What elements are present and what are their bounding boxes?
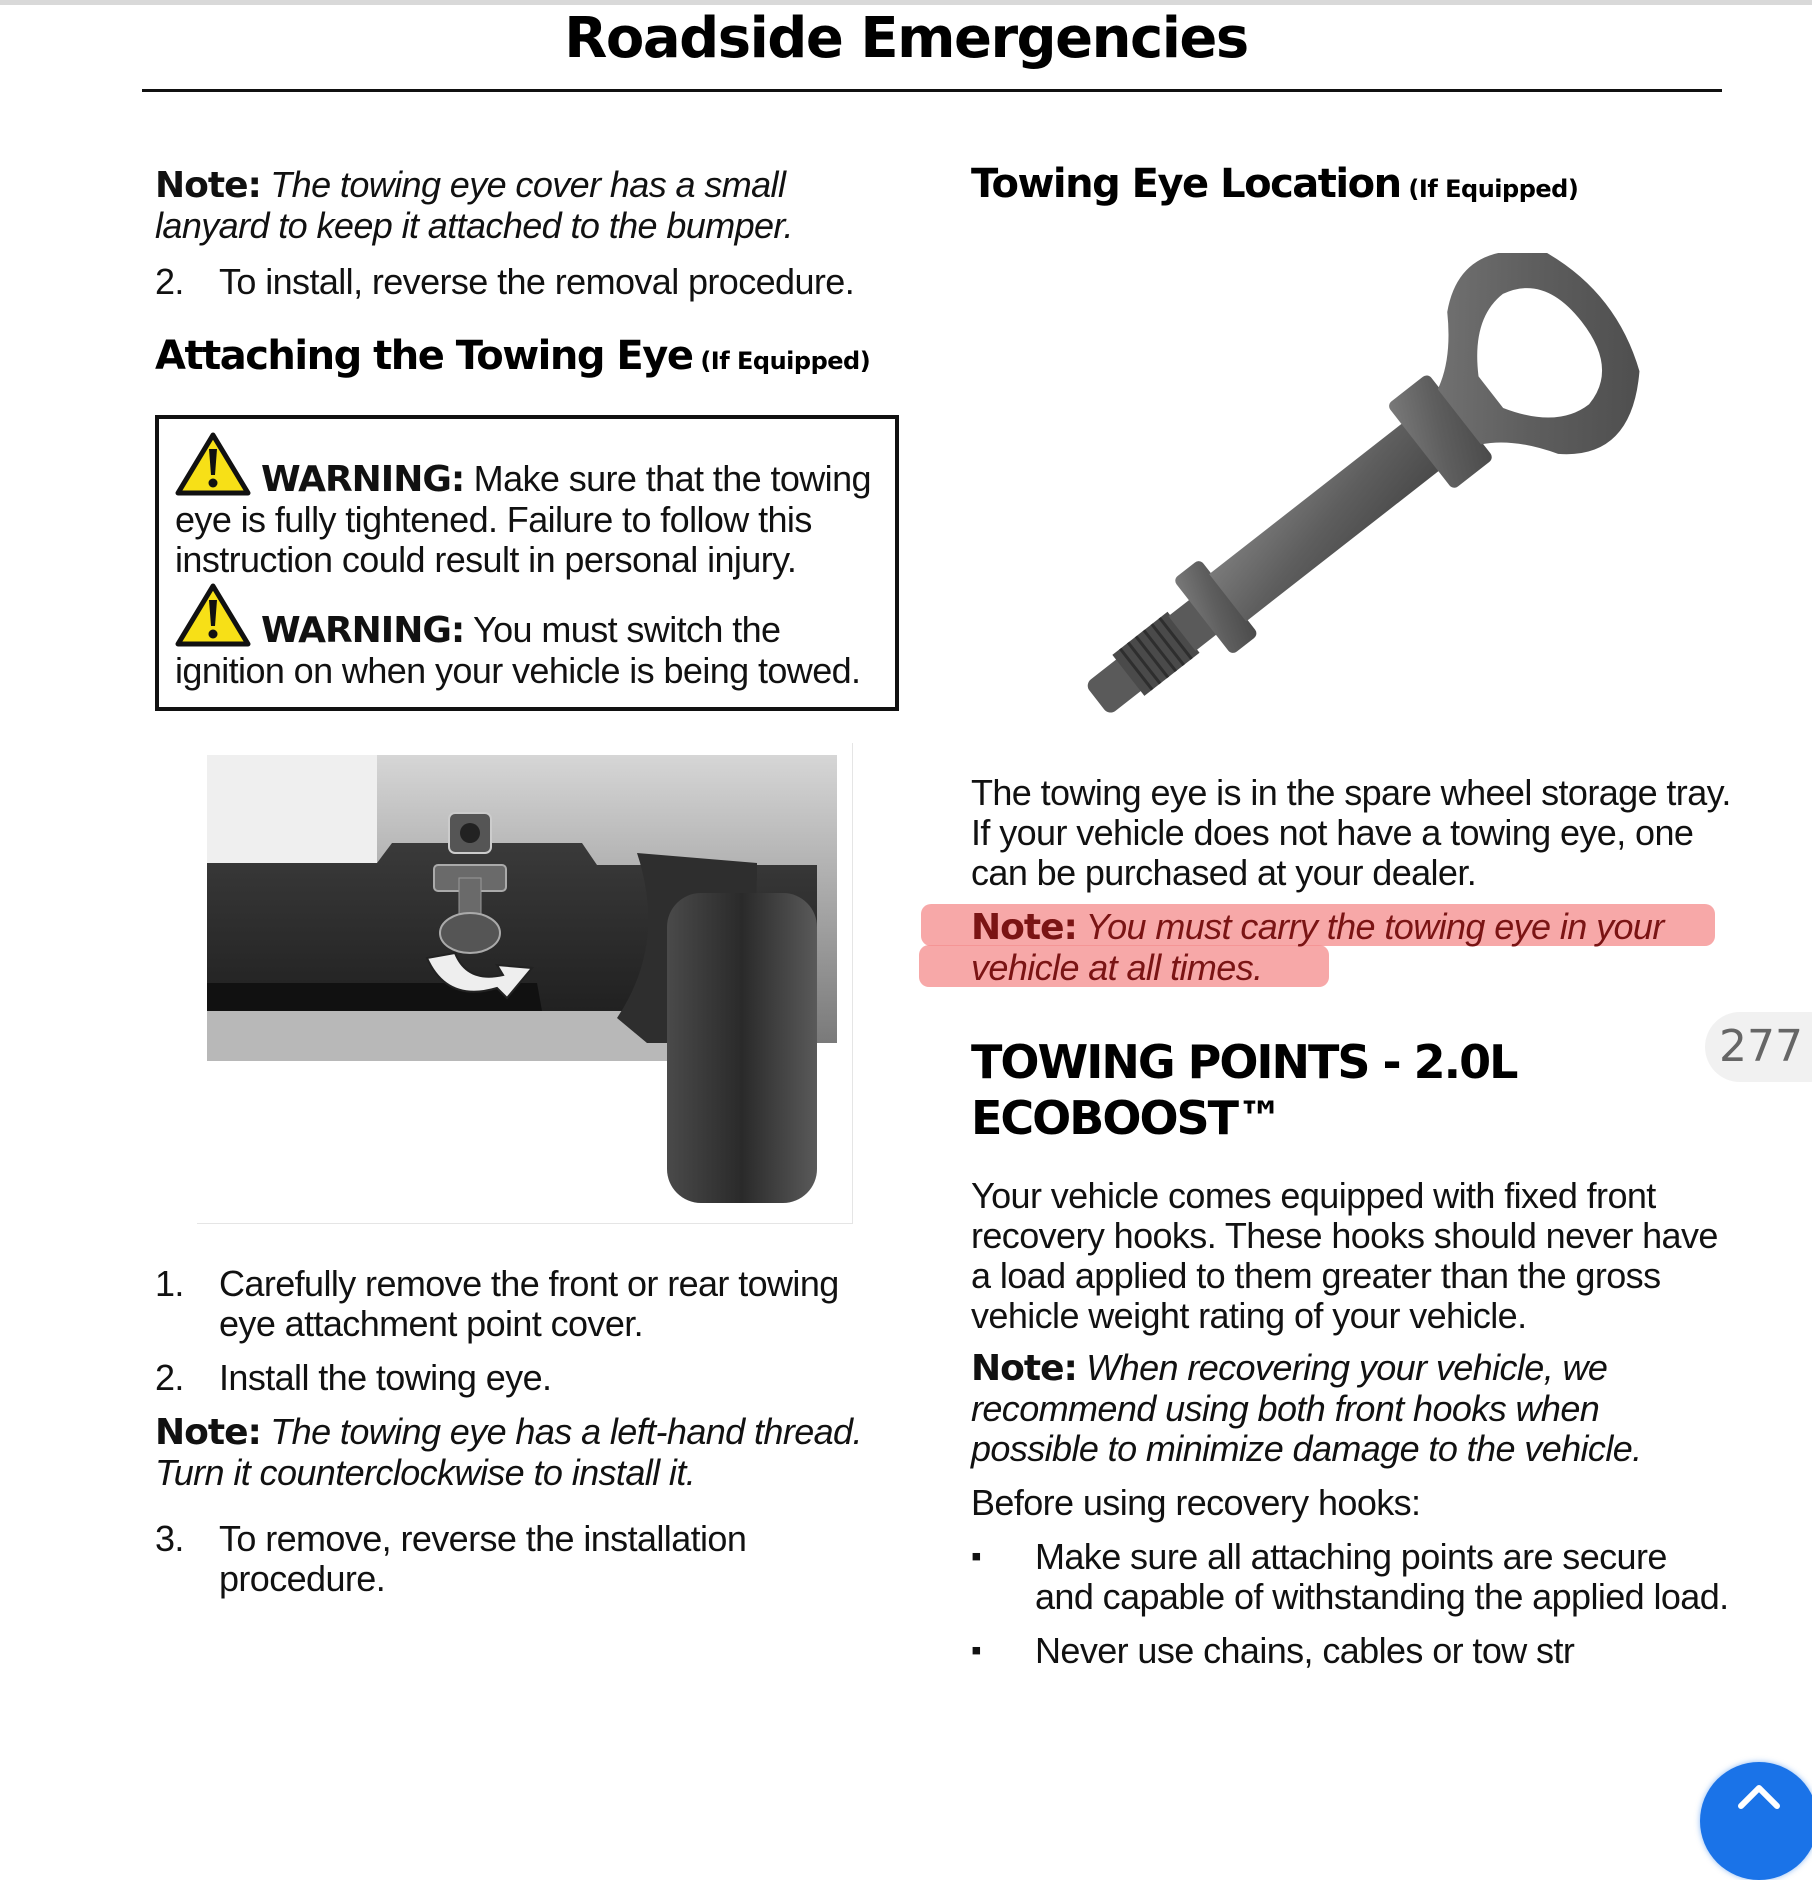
scroll-up-button[interactable]: [1700, 1762, 1812, 1880]
page-number-badge: 277: [1705, 1012, 1812, 1082]
section-heading-towing-points: TOWING POINTS - 2.0L ECOBOOST™: [971, 1035, 1517, 1145]
warning-triangle-icon: [175, 582, 251, 648]
step-number: 2.: [155, 1357, 184, 1398]
title-divider: [142, 89, 1722, 92]
towing-eye-illustration: [999, 253, 1699, 753]
note-both-hooks: [971, 1348, 1731, 1469]
highlighted-note: [971, 907, 1731, 988]
step-text: Carefully remove the front or rear towing eye attachment point cover.: [219, 1263, 839, 1344]
heading-attaching-towing-eye: [155, 332, 895, 385]
step-number: 3.: [155, 1518, 184, 1559]
step-install: [155, 262, 895, 302]
step-number: 1.: [155, 1263, 184, 1304]
note-text: The towing eye cover has a small lanyard to keep it attached to the bumper.: [155, 164, 793, 246]
page-title: Roadside Emergencies: [564, 6, 1248, 71]
bullet-text: Make sure all attaching points are secure and capable of withstanding the applied load.: [1035, 1536, 1729, 1617]
note-label: Note:: [155, 1412, 261, 1453]
step-text: To remove, reverse the installation procedure.: [219, 1518, 747, 1599]
bumper-towing-eye-illustration: [197, 743, 853, 1224]
towing-eye-location-text: The towing eye is in the spare wheel storage tray. If your vehicle does not have a towing eye, one can be purchased at your dealer.: [971, 772, 1731, 893]
heading-towing-eye-location: [971, 160, 1731, 213]
bullet-item: [971, 1631, 1731, 1671]
note-carry-towing-eye: [971, 907, 1731, 988]
step-number: 2.: [155, 261, 184, 302]
bullet-icon: ▪: [971, 1540, 982, 1573]
heading-main: Towing Eye Location: [971, 161, 1401, 207]
step-text: To install, reverse the removal procedure.: [219, 261, 855, 302]
bullet-text: Never use chains, cables or tow str: [1035, 1630, 1575, 1671]
chevron-up-icon: [1736, 1780, 1782, 1810]
note-label: Note:: [971, 907, 1077, 948]
heading-suffix: (If Equipped): [692, 347, 871, 375]
right-column: [971, 160, 1731, 1671]
step-1: [155, 1264, 895, 1344]
note-left-hand-thread: [155, 1412, 895, 1493]
warning-label: WARNING:: [261, 459, 465, 500]
recovery-hooks-text: Your vehicle comes equipped with fixed front recovery hooks. These hooks should never have a load applied to them greater than the gross vehicle weight rating of your vehicle.: [971, 1175, 1718, 1336]
left-column: [155, 165, 895, 1599]
warning-1: [175, 431, 881, 580]
heading-suffix: (If Equipped): [1400, 175, 1579, 203]
step-2: [155, 1358, 895, 1398]
warning-text: You must switch the ignition on when your vehicle is being towed.: [175, 609, 861, 691]
note-cover-lanyard: [155, 165, 895, 246]
warning-text: Make sure that the towing eye is fully tightened. Failure to follow this instruction could result in personal injury.: [175, 458, 871, 580]
warning-triangle-icon: [175, 431, 251, 497]
note-text: When recovering your vehicle, we recommend using both front hooks when possible to minimize damage to the vehicle.: [971, 1347, 1642, 1469]
before-using-text: Before using recovery hooks:: [971, 1482, 1421, 1523]
note-text: The towing eye has a left-hand thread. Turn it counterclockwise to install it.: [155, 1411, 862, 1493]
note-text: You must carry the towing eye in your vehicle at all times.: [971, 906, 1664, 988]
step-3: [155, 1519, 895, 1599]
bullet-item: [971, 1537, 1731, 1617]
note-label: Note:: [971, 1348, 1077, 1389]
step-text: Install the towing eye.: [219, 1357, 552, 1398]
warning-label: WARNING:: [261, 610, 465, 651]
bullet-icon: ▪: [971, 1634, 982, 1667]
note-label: Note:: [155, 165, 261, 206]
warning-box: [155, 415, 899, 711]
warning-2: [175, 582, 881, 691]
heading-main: Attaching the Towing Eye: [155, 333, 693, 379]
